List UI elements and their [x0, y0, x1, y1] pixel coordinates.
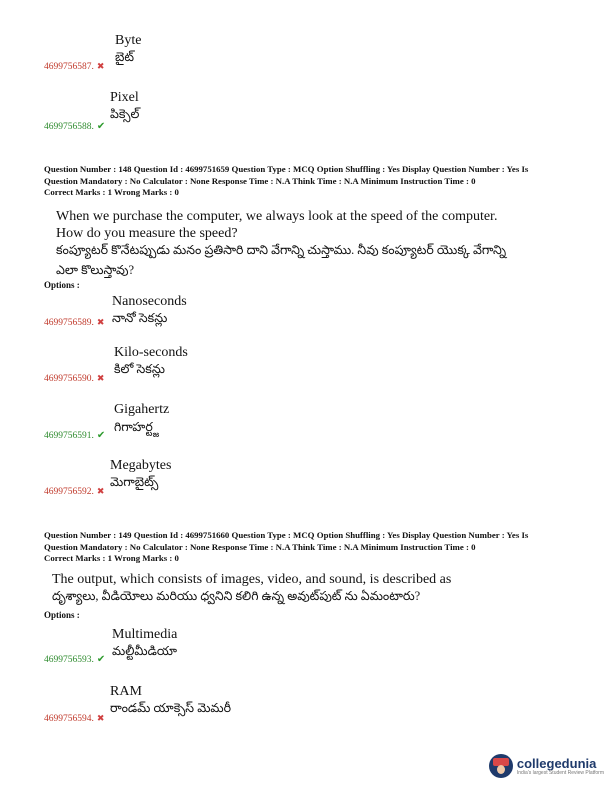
options-label: Options : [44, 610, 80, 620]
question-meta-line: Question Mandatory : No Calculator : None Response Time : N.A Think Time : N.A Minimum Instruction Time : 0 [44, 541, 476, 552]
question-meta-line: Question Number : 149 Question Id : 4699751660 Question Type : MCQ Option Shuffling : Yes Display Question Number : Yes Is [44, 530, 529, 540]
collegedunia-logo [489, 754, 604, 778]
option-text-en: Byte [115, 33, 142, 48]
logo-text [517, 757, 604, 776]
question-text-en [56, 208, 556, 242]
mascot-icon [489, 754, 513, 778]
question-marks: Correct Marks : 1 Wrong Marks : 0 [44, 553, 179, 563]
check-mark-icon: ✔ [96, 121, 106, 132]
question-text-line: కంప్యూటర్ కొనేటప్పుడు మనం ప్రతిసారి దాని వేగాన్ని చుస్తాము. నీవు కంప్యూటర్ యొక్క వేగాన్ని [56, 243, 507, 257]
wrong-mark-icon: ✖ [96, 374, 105, 384]
question-meta [44, 530, 584, 565]
question-text-line: ఎలా కొలుస్తావు? [56, 263, 135, 277]
option-id: 4699756591. ✔ [44, 430, 106, 441]
option-text-te: మల్టీమీడియా [112, 644, 177, 658]
question-marks: Correct Marks : 1 Wrong Marks : 0 [44, 187, 179, 197]
logo-tagline: India's largest Student Review Platform [516, 769, 604, 776]
option-text-te: నానో సెకన్లు [112, 311, 168, 325]
option-id: 4699756587. ✖ [44, 62, 105, 72]
option-text-en: Kilo-seconds [114, 345, 188, 360]
option-text-te: పిక్సెల్ [110, 107, 140, 121]
option-text-te: రాండమ్ యాక్సెస్ మెమరీ [110, 701, 232, 715]
question-text-line: How do you measure the speed? [56, 226, 238, 241]
option-id: 4699756589. ✖ [44, 318, 105, 328]
option-text-en: Multimedia [112, 627, 178, 642]
question-meta-line: Question Number : 148 Question Id : 4699751659 Question Type : MCQ Option Shuffling : Yes Display Question Number : Yes Is [44, 164, 529, 174]
option-id: 4699756592. ✖ [44, 487, 105, 497]
option-text-en: Pixel [110, 90, 139, 105]
check-mark-icon: ✔ [96, 654, 106, 665]
option-id: 4699756594. ✖ [44, 714, 105, 724]
wrong-mark-icon: ✖ [96, 714, 105, 724]
question-text-te [56, 240, 556, 280]
option-text-en: Megabytes [110, 458, 172, 473]
question-text-te: దృశ్యాలు, వీడియోలు మరియు ధ్వనిని కలిగి ఉన్న అవుట్‌పుట్ ను ఏమంటారు? [52, 589, 421, 603]
question-text-line: When we purchase the computer, we always look at the speed of the computer. [56, 209, 498, 224]
wrong-mark-icon: ✖ [96, 487, 105, 497]
option-id: 4699756590. ✖ [44, 374, 105, 384]
check-mark-icon: ✔ [96, 430, 106, 441]
question-meta [44, 164, 584, 199]
option-text-te: కిలో సెకన్లు [114, 362, 165, 376]
question-meta-line: Question Mandatory : No Calculator : None Response Time : N.A Think Time : N.A Minimum Instruction Time : 0 [44, 175, 476, 186]
option-text-en: Nanoseconds [112, 294, 187, 309]
wrong-mark-icon: ✖ [96, 318, 105, 328]
option-text-en: Gigahertz [114, 402, 170, 417]
wrong-mark-icon: ✖ [96, 62, 105, 72]
option-text-te: బైట్ [115, 50, 135, 64]
option-id: 4699756593. ✔ [44, 654, 106, 665]
option-text-en: RAM [110, 684, 142, 699]
options-label: Options : [44, 280, 80, 290]
option-text-te: గిగాహర్ట్జ [114, 420, 159, 434]
option-text-te: మెగాబైట్స్ [110, 475, 159, 489]
logo-name: collegedunia [516, 755, 597, 771]
question-text-en: The output, which consists of images, video, and sound, is described as [52, 572, 452, 587]
option-id: 4699756588. ✔ [44, 121, 106, 132]
